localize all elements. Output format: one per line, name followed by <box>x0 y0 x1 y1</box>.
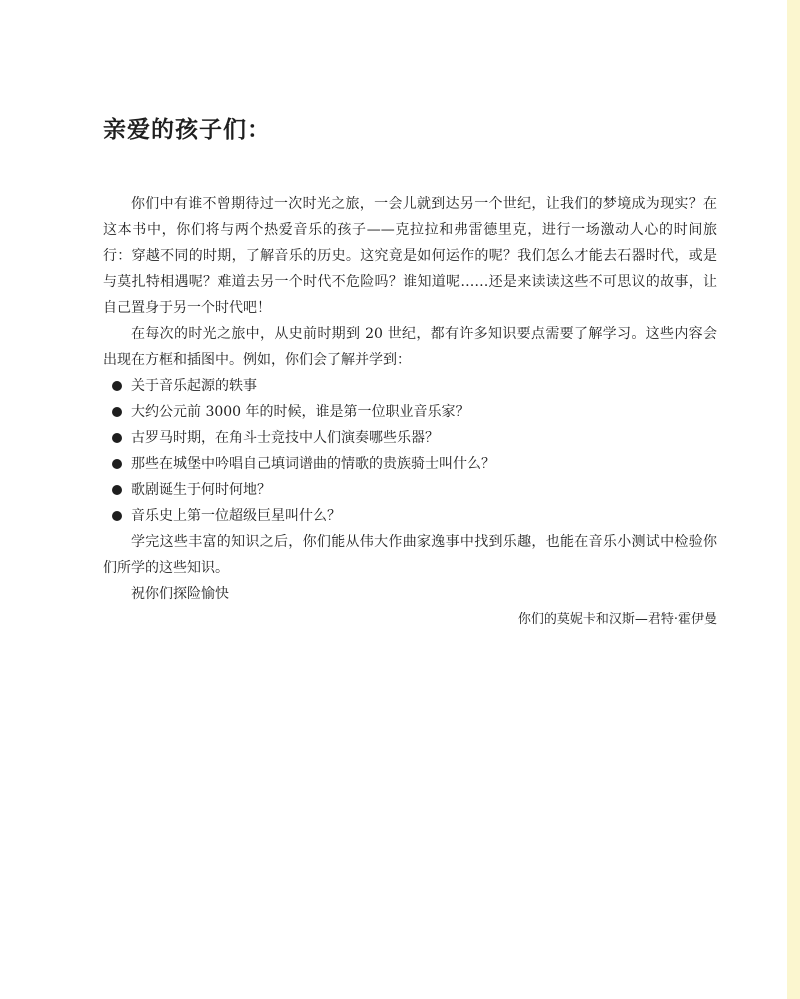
list-item <box>103 503 717 529</box>
list-item <box>103 373 717 399</box>
list-item-text: 大约公元前 3000 年的时候，谁是第一位职业音乐家？ <box>131 404 470 420</box>
list-item-text: 歌剧诞生于何时何地？ <box>131 482 271 498</box>
bullet-dot-icon <box>112 407 122 417</box>
paragraph-intro: 你们中有谁不曾期待过一次时光之旅，一会儿就到达另一个世纪，让我们的梦境成为现实？在这本书中，你们将与两个热爱音乐的孩子——克拉拉和弗雷德里克，进行一场激动人心的时间旅行：穿越不同的时期，了解音乐的历史。这究竟是如何运作的呢？我们怎么才能去石器时代，或是与莫扎特相遇呢？难道去另一个时代不危险吗？谁知道呢……还是来读读这些不可思议的故事，让自己置身于另一个时代吧！ <box>103 196 717 316</box>
closing-line: 祝你们探险愉快 <box>131 586 229 602</box>
paragraph-knowledge: 在每次的时光之旅中，从史前时期到 20 世纪，都有许多知识要点需要了解学习。这些内容会出现在方框和插图中。例如，你们会了解并学到： <box>103 326 717 368</box>
signature: 你们的莫妮卡和汉斯—君特·霍伊曼 <box>517 612 717 627</box>
bullet-dot-icon <box>112 485 122 495</box>
list-item-text: 古罗马时期，在角斗士竞技中人们演奏哪些乐器？ <box>131 430 439 446</box>
list-item <box>103 425 717 451</box>
list-item <box>103 477 717 503</box>
page-edge-strip <box>787 0 800 999</box>
knowledge-list <box>103 373 717 529</box>
bullet-dot-icon <box>112 511 122 521</box>
paragraph-conclusion: 学完这些丰富的知识之后，你们能从伟大作曲家逸事中找到乐趣，也能在音乐小测试中检验你们所学的这些知识。 <box>103 534 717 576</box>
letter-body <box>103 191 717 633</box>
list-item <box>103 399 717 425</box>
bullet-dot-icon <box>112 459 122 469</box>
list-item <box>103 451 717 477</box>
bullet-dot-icon <box>112 381 122 391</box>
list-item-text: 音乐史上第一位超级巨星叫什么？ <box>131 508 341 524</box>
list-item-text: 那些在城堡中吟唱自己填词谱曲的情歌的贵族骑士叫什么？ <box>131 456 495 472</box>
letter-title: 亲爱的孩子们： <box>103 117 271 143</box>
bullet-dot-icon <box>112 433 122 443</box>
list-item-text: 关于音乐起源的轶事 <box>131 378 257 394</box>
